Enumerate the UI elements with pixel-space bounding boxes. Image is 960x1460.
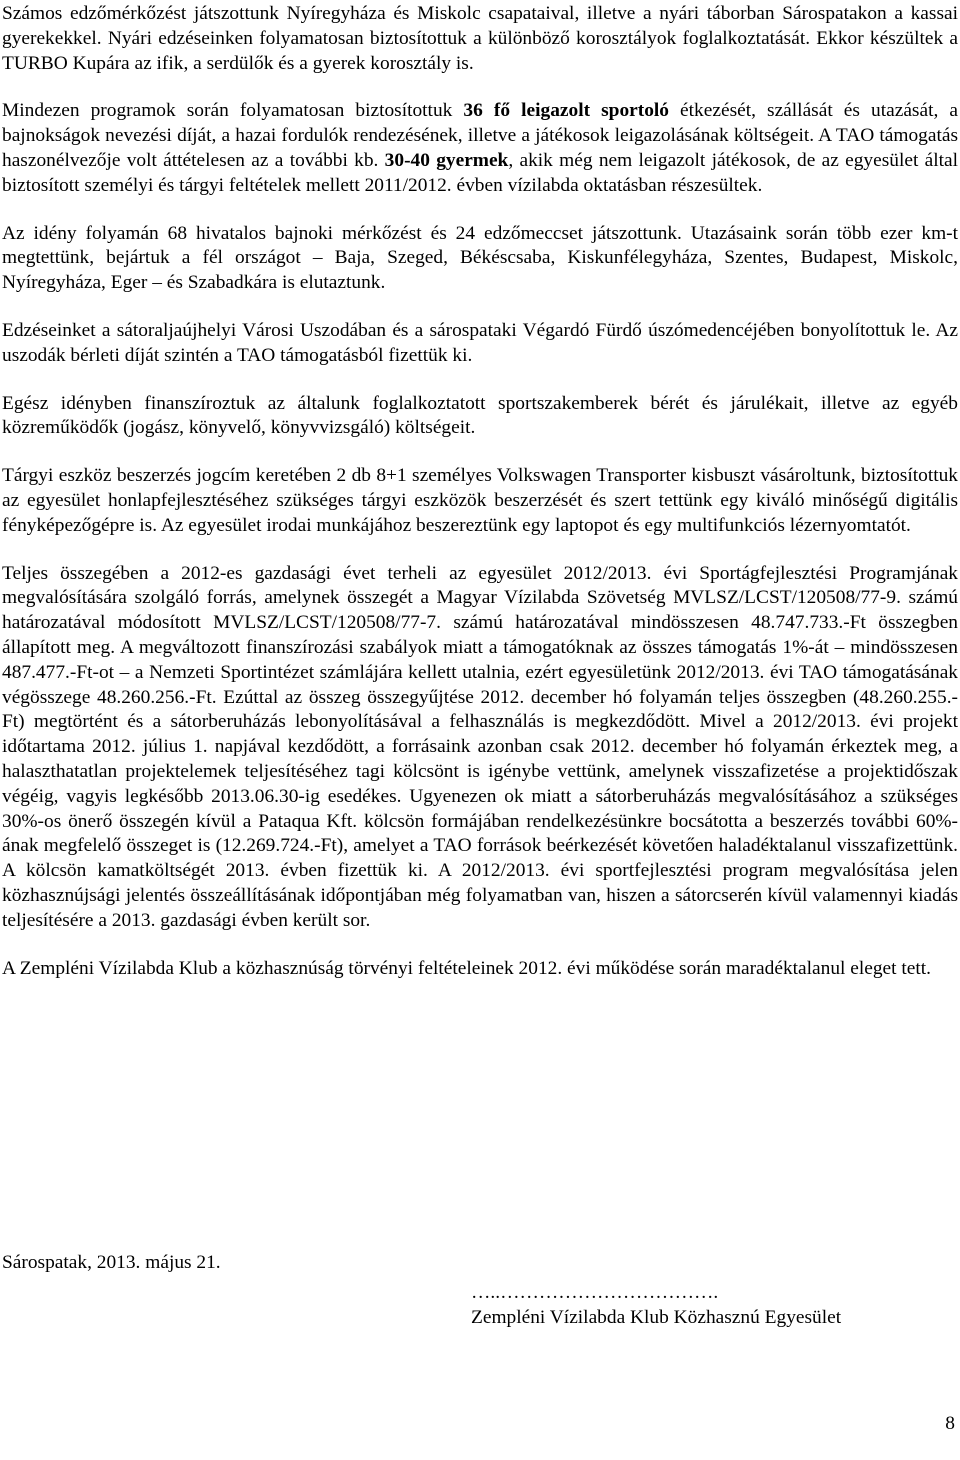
paragraph-5: Egész idényben finanszíroztuk az általunk foglalkoztatott sportszakemberek bérét és járulékait, illetve az egyéb közreműködők (jogász, könyvelő, könyvvizsgáló) költségeit.	[2, 392, 958, 439]
page-number: 8	[945, 1413, 955, 1434]
paragraph-8: A Zempléni Vízilabda Klub a közhasznúság törvényi feltételeinek 2012. évi működése során maradéktalanul eleget tett.	[2, 957, 932, 979]
paragraph-2-text-c: étkezését, szállását és utazását, a bajnokságok nevezési díját, a hazai fordulók rendezésének, illetve a játékosok leigazolásának költségeit. A TAO támogatás haszonélvezője volt áttételesen az a további kb.	[2, 100, 958, 171]
paragraph-1: Számos edzőmérkőzést játszottunk Nyíregyháza és Miskolc csapataival, illetve a nyári táborban Sárospatakon a kassai gyerekekkel. Nyári edzéseinken folyamatosan biztosítottuk a különböző korosztályok foglalkoztatását. Ekkor készültek a TURBO Kupára az ifik, a serdülők és a gyerek korosztály is.	[2, 3, 958, 74]
paragraph-2-text-e: , akik még nem leigazolt játékosok, de az egyesület által biztosított személyi és tárgyi feltételek mellett 2011/2012. évben vízilabda oktatásban részesültek.	[2, 149, 958, 196]
place-and-date: Sárospatak, 2013. május 21.	[2, 1252, 221, 1273]
paragraph-4: Edzéseinket a sátoraljaújhelyi Városi Uszodában és a sárospataki Végardó Fürdő úszómedencéjében bonyolítottuk le. Az uszodák bérleti díját szintén a TAO támogatásból fizettük ki.	[2, 319, 958, 366]
paragraph-2-text-a: Mindezen programok során folyamatosan biztosítottuk	[2, 100, 464, 122]
paragraph-2-bold-sportolo: 36 fő leigazolt sportoló	[463, 100, 669, 122]
signature-block	[471, 1281, 841, 1331]
signature-organization: Zempléni Vízilabda Klub Közhasznú Egyesület	[471, 1306, 842, 1328]
paragraph-2-bold-gyermek: 30-40 gyermek	[384, 149, 509, 171]
paragraph-7: Teljes összegében a 2012-es gazdasági évet terheli az egyesület 2012/2013. évi Sportágfejlesztési Programjának megvalósítására szolgáló forrás, amelynek összegét a Magyar Vízilabda Szövetség MVLSZ/LCST/120508/77-9. számú határozatával módosított MVLSZ/LCST/120508/77-7. számú határozatával mindösszesen 48.747.733.-Ft összegben állapított meg. A megváltozott finanszírozási szabályok miatt a támogatóknak az összes támogatás 1%-át – mindösszesen 487.477.-Ft-ot – a Nemzeti Sportintézet számlájára kellett utalnia, ezért egyesületünk 2012/2013. évi TAO támogatásának végösszege 48.260.256.-Ft. Ezúttal az összeg összegyűjtése 2012. december hó folyamán teljes összegben (48.260.255.-Ft) megtörtént és a sátorberuházás lebonyolításával a felhasználás is megkezdődött. Mivel a 2012/2013. évi projekt időtartama 2012. július 1. napjával kezdődött, a forrásaink azonban csak 2012. december hó folyamán érkeztek meg, a halaszthatatlan projektelemek teljesítéséhez tagi kölcsönt is igénybe vettünk, amelynek visszafizetése a projektidőszak végéig, vagyis legkésőbb 2013.06.30-ig esedékes. Ugyenezen ok miatt a sátorberuházás megvalósításához a szükséges 30%-os önerő összegén kívül a Pataqua Kft. kölcsön formájában rendelkezésünkre bocsátotta a beszerzés további 60%-ának megfelelő összeget is (12.269.724.-Ft), amelyet a TAO források beérkezését követően haladéktalanul visszafizettünk. A kölcsön kamatköltségét 2013. évben fizettük ki. A 2012/2013. évi sportfejlesztési program megvalósítása jelen közhasznújsági jelentés összeállításának időpontjában még folyamatban van, hiszen a sátorcserén kívül valamennyi kiadás teljesítésére a 2013. gazdasági évben került sor.	[2, 562, 958, 931]
paragraph-6: Tárgyi eszköz beszerzés jogcím keretében 2 db 8+1 személyes Volkswagen Transporter kisbuszt vásároltunk, biztosítottuk az egyesület honlapfejlesztéséhez szükséges tárgyi eszközök beszerzését és szert tettünk egy kiváló minőségű digitális fényképezőgépre is. Az egyesület irodai munkájához beszereztünk egy laptopot és egy multifunkciós lézernyomtatót.	[2, 465, 958, 536]
paragraph-2	[2, 99, 958, 198]
signature-line: …..…………………………….	[471, 1282, 719, 1303]
paragraph-3: Az idény folyamán 68 hivatalos bajnoki mérkőzést és 24 edzőmeccset játszottunk. Utazásaink során több ezer km-t megtettünk, bejártuk a fél országot – Baja, Szeged, Békéscsaba, Kiskunfélegyháza, Szentes, Budapest, Miskolc, Nyíregyháza, Eger – és Szabadkára is elutaztunk.	[2, 222, 958, 294]
